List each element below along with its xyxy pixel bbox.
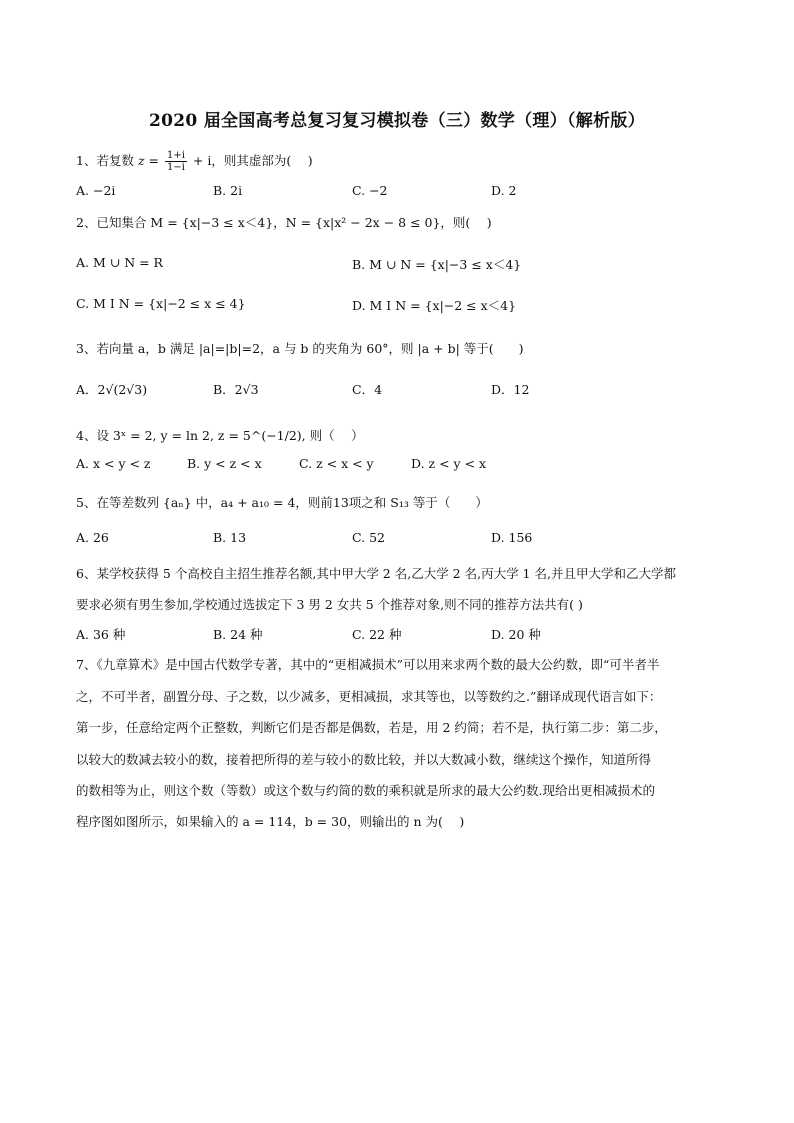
q1-prefix: 1、若复数 [76,153,134,168]
q4-option-c: C. z < x < y [299,456,374,471]
q1-option-d: D. 2 [491,183,517,198]
page-title: 2020 届全国高考总复习复习模拟卷（三）数学（理）（解析版） [148,111,646,131]
q5-option-b: B. 13 [213,530,247,545]
q4-option-b: B. y < z < x [187,456,262,471]
question-2: 2、已知集合 M = {x|−3 ≤ x＜4}，N = {x|x² − 2x − 8 ≤ 0}，则( ) [76,215,492,230]
q2-option-a: A. M ∪ N = R [76,255,163,270]
question-7-line-4: 以较大的数减去较小的数，接着把所得的差与较小的数比较，并以大数减小数，继续这个操作，知道所得 [76,752,652,767]
question-3: 3、若向量 a，b 满足 |a|=|b|=2，a 与 b 的夹角为 60°，则 |a + b| 等于( ) [76,341,524,356]
question-7-line-1: 7、《九章算术》是中国古代数学专著，其中的“更相减损术”可以用来求两个数的最大公约数，即“可半者半 [76,657,660,672]
q2-option-b: B. M ∪ N = {x|−3 ≤ x＜4} [352,257,522,272]
q3-option-d: D．12 [491,382,530,397]
question-6-line-2: 要求必须有男生参加,学校通过选拔定下 3 男 2 女共 5 个推荐对象,则不同的推荐方法共有( ) [76,597,583,612]
q5-option-d: D. 156 [491,530,533,545]
q1-option-b: B. 2i [213,183,243,198]
question-1 [76,150,313,173]
q1-fraction [165,150,187,173]
q1-option-c: C. −2 [352,183,388,198]
question-7-line-6: 程序图如图所示，如果输入的 a = 114，b = 30，则输出的 n 为( ) [76,814,465,829]
question-5: 5、在等差数列 {aₙ} 中，a₄ + a₁₀ = 4，则前13项之和 S₁₃ 等于（ ） [76,495,488,510]
q3-option-a: A．2√(2√3) [76,382,148,397]
q3-option-b: B．2√3 [213,382,259,397]
q1-option-a: A. −2i [76,183,116,198]
question-7-line-3: 第一步，任意给定两个正整数，判断它们是否都是偶数，若是，用 2 约简；若不是，执行第二步：第二步， [76,720,667,735]
q4-option-d: D. z < y < x [411,456,487,471]
q6-option-a: A. 36 种 [76,627,126,642]
q3-option-c: C．4 [352,382,383,397]
question-4: 4、设 3ˣ = 2, y = ln 2, z = 5^(−1/2), 则（ ） [76,428,364,443]
question-7-line-2: 之，不可半者，副置分母、子之数，以少减多，更相减损，求其等也，以等数约之.”翻译成现代语言如下： [76,689,662,704]
q4-option-a: A. x < y < z [76,456,151,471]
q6-option-c: C. 22 种 [352,627,402,642]
q1-frac-den: 1−i [166,162,185,173]
q1-frac-num: 1+i [166,150,185,161]
q6-option-b: B. 24 种 [213,627,263,642]
q5-option-c: C. 52 [352,530,385,545]
q1-z-eq: z = [137,153,159,168]
q2-option-d: D. M I N = {x|−2 ≤ x＜4} [352,298,517,313]
question-7-line-5: 的数相等为止，则这个数（等数）或这个数与约简的数的乘积就是所求的最大公约数.现给出更相减损术的 [76,783,655,798]
q1-tail: + i，则其虚部为( ) [192,153,313,168]
q2-option-c: C. M I N = {x|−2 ≤ x ≤ 4} [76,296,246,311]
q5-option-a: A. 26 [76,530,109,545]
q6-option-d: D. 20 种 [491,627,541,642]
question-6-line-1: 6、某学校获得 5 个高校自主招生推荐名额,其中甲大学 2 名,乙大学 2 名,丙大学 1 名,并且甲大学和乙大学都 [76,566,676,581]
